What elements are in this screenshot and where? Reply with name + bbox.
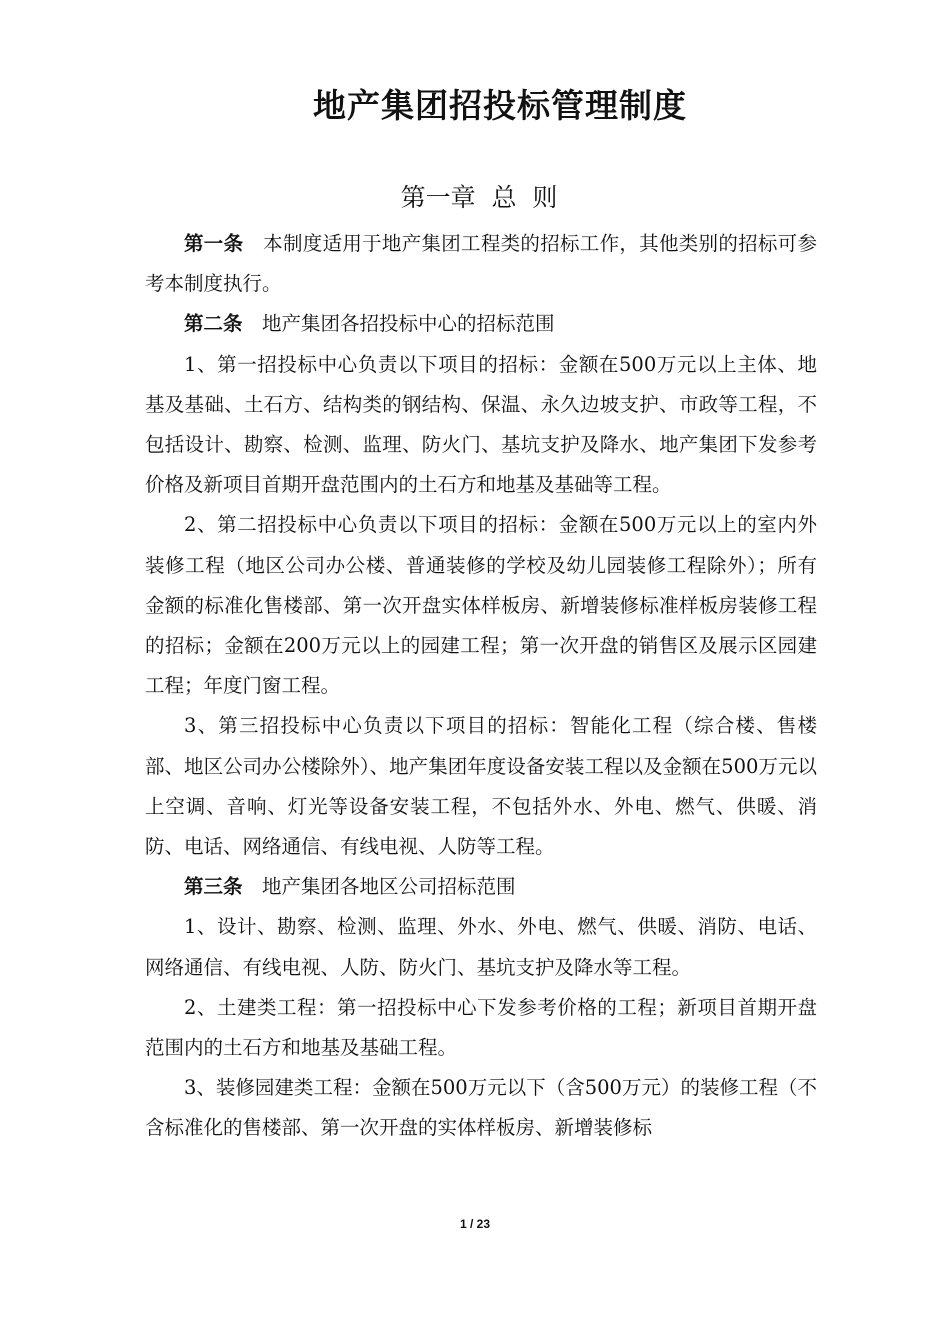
paragraph-text: 本制度适用于地产集团工程类的招标工作，其他类别的招标可参考本制度执行。 bbox=[145, 232, 817, 296]
page-number: 1 / 23 bbox=[459, 1217, 491, 1231]
paragraph bbox=[145, 907, 817, 987]
paragraph-text: 地产集团各招投标中心的招标范围 bbox=[262, 312, 555, 336]
article-label: 第三条 bbox=[184, 875, 243, 899]
paragraph bbox=[145, 304, 817, 344]
paragraph-text: 地产集团各地区公司招标范围 bbox=[262, 875, 516, 899]
paragraph bbox=[145, 224, 817, 304]
chapter-title: 第一章 总 则 bbox=[400, 183, 558, 212]
paragraph-text: 1、第一招投标中心负责以下项目的招标：金额在500万元以上主体、地基及基础、土石方、结构类的钢结构、保温、永久边坡支护、市政等工程，不包括设计、勘察、检测、监理、防火门、基坑支护及降水、地产集团下发参考价格及新项目首期开盘范围内的土石方和地基及基础等工程。 bbox=[145, 352, 817, 497]
article-label: 第二条 bbox=[184, 312, 243, 336]
paragraph bbox=[145, 988, 817, 1068]
paragraph-text: 3、装修园建类工程：金额在500万元以下（含500万元）的装修工程（不含标准化的售楼部、第一次开盘的实体样板房、新增装修标 bbox=[145, 1076, 817, 1140]
paragraph-text: 1、设计、勘察、检测、监理、外水、外电、燃气、供暖、消防、电话、网络通信、有线电视、人防、防火门、基坑支护及降水等工程。 bbox=[145, 915, 817, 979]
paragraph bbox=[145, 867, 817, 907]
paragraph-text: 2、第二招投标中心负责以下项目的招标：金额在500万元以上的室内外装修工程（地区公司办公楼、普通装修的学校及幼儿园装修工程除外）；所有金额的标准化售楼部、第一次开盘实体样板房、新增装修标准样板房装修工程的招标；金额在200万元以上的园建工程；第一次开盘的销售区及展示区园建工程；年度门窗工程。 bbox=[145, 513, 817, 698]
article-label: 第一条 bbox=[184, 232, 244, 255]
paragraph-text: 2、土建类工程：第一招投标中心下发参考价格的工程；新项目首期开盘范围内的土石方和地基及基础工程。 bbox=[145, 995, 817, 1060]
paragraph bbox=[145, 1068, 817, 1148]
paragraph bbox=[145, 706, 817, 867]
document-body bbox=[145, 224, 817, 1149]
paragraph-text: 3、第三招投标中心负责以下项目的招标：智能化工程（综合楼、售楼部、地区公司办公楼除外）、地产集团年度设备安装工程以及金额在500万元以上空调、音响、灯光等设备安装工程，不包括外水、外电、燃气、供暖、消防、电话、网络通信、有线电视、人防等工程。 bbox=[145, 714, 817, 859]
paragraph bbox=[145, 345, 817, 506]
document-title: 地产集团招投标管理制度 bbox=[313, 86, 687, 125]
paragraph bbox=[145, 505, 817, 706]
